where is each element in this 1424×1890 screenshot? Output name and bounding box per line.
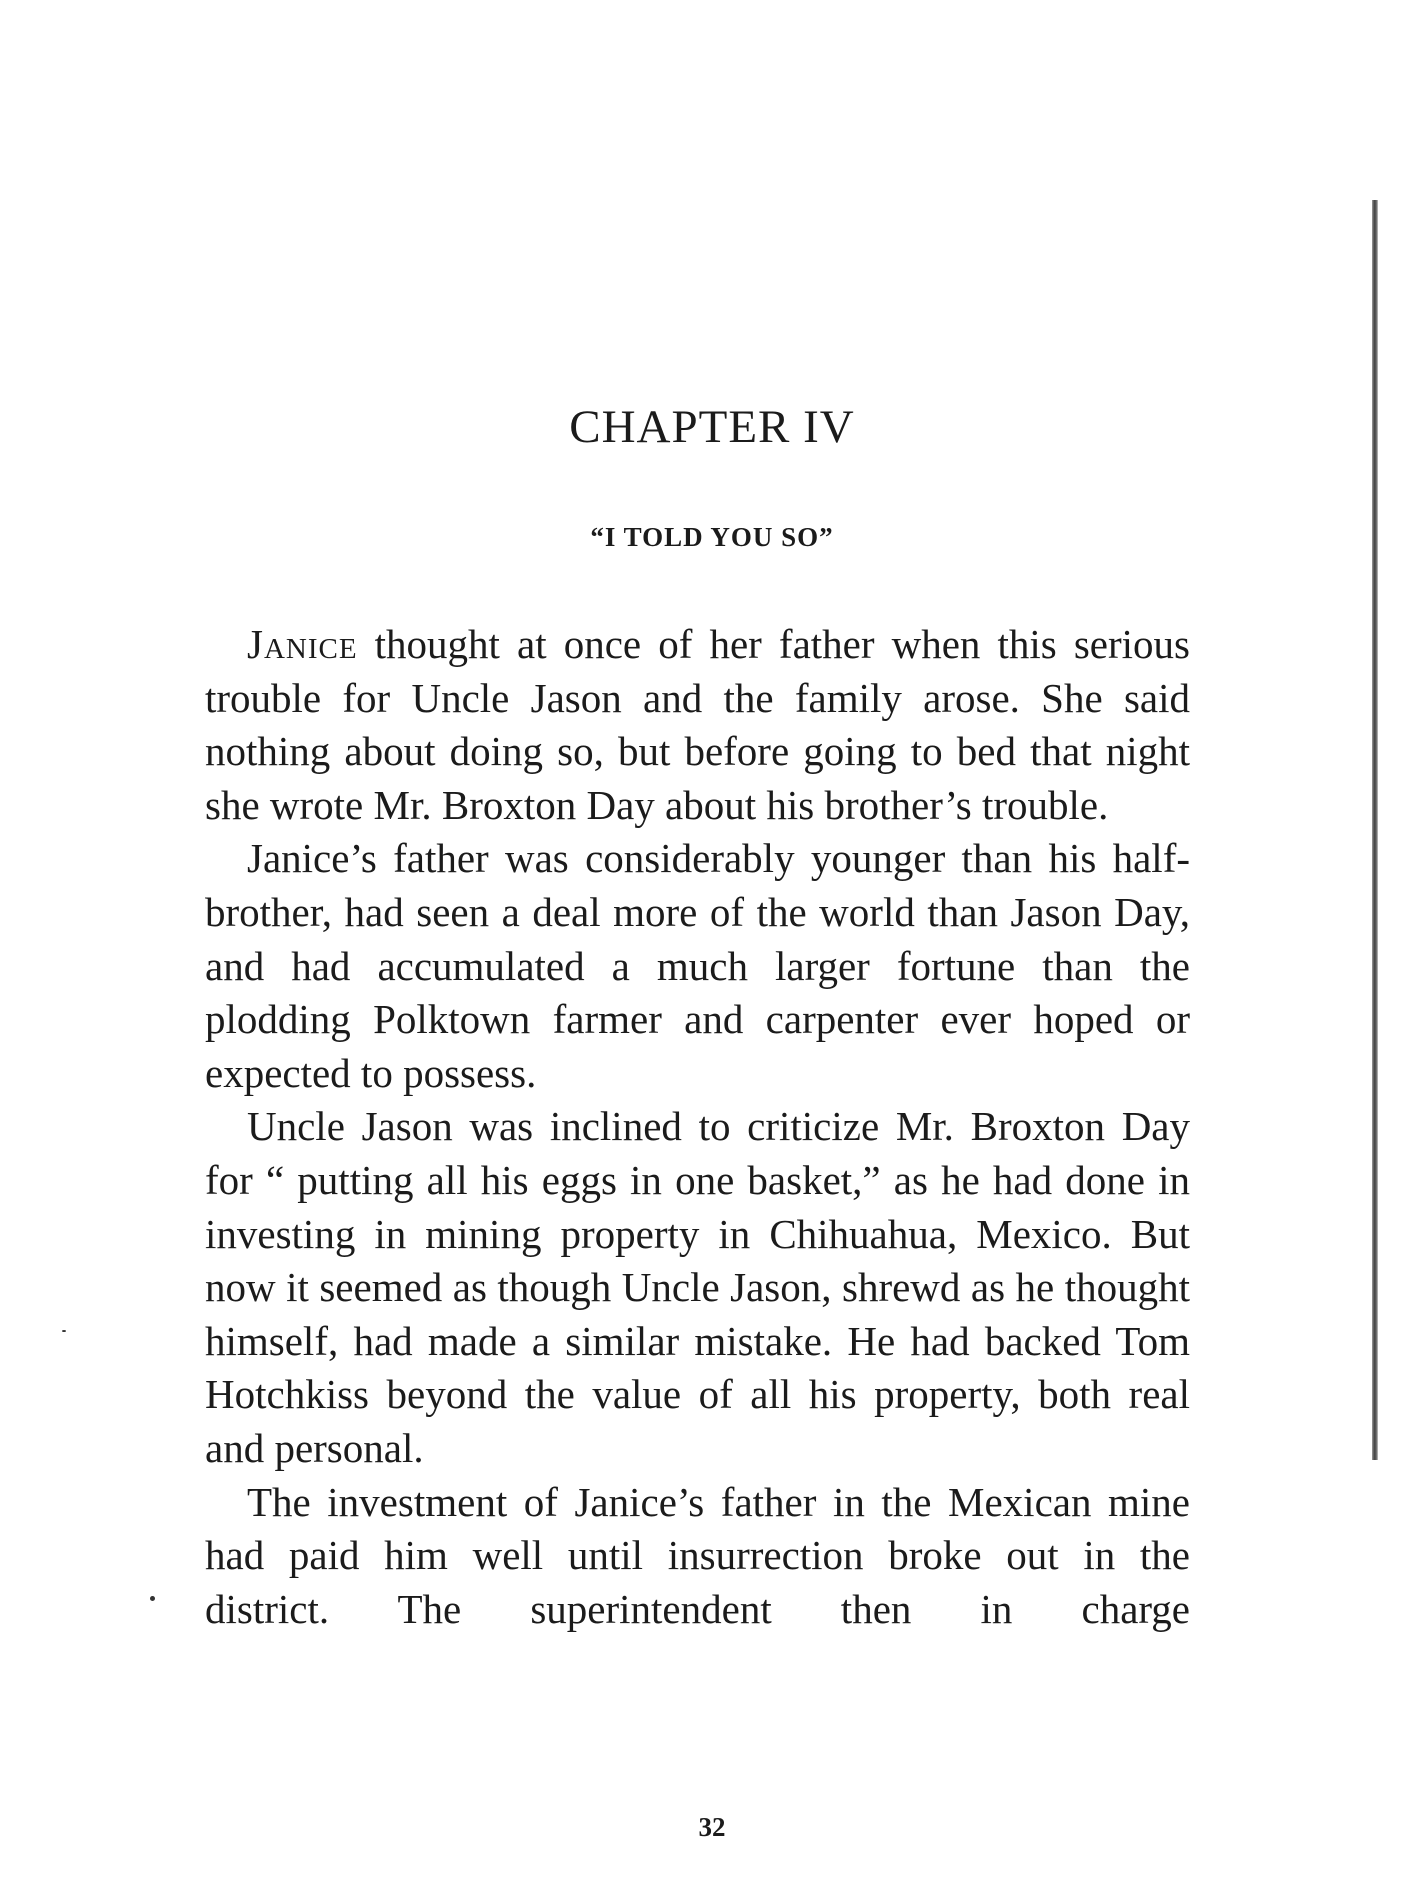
paragraph-text: Janice’s father was considerably younger than his half-brother, had seen a deal more of the world than Jason Day, and had accumulated a much larger fortune than the plodding Polktown farmer and carpenter ever hoped or expected to possess. <box>205 835 1190 1096</box>
page-number: 32 <box>698 1812 726 1842</box>
paragraph <box>205 1476 1190 1637</box>
paragraph-text: The investment of Janice’s father in the Mexican mine had paid him well until insurrection broke out in the district. The superintendent then in charge <box>205 1478 1190 1632</box>
chapter-title: CHAPTER IV <box>569 401 855 453</box>
paragraph <box>205 1100 1190 1475</box>
ink-speck <box>62 1330 66 1332</box>
chapter-subtitle: “I TOLD YOU SO” <box>590 522 834 552</box>
ink-speck <box>150 1596 155 1601</box>
paragraph-text: Uncle Jason was inclined to criticize Mr. Broxton Day for “ putting all his eggs in one basket,” as he had done in investing in mining property in Chihuahua, Mexico. But now it seemed as though Uncle Jason, shrewd as he thought himself, had made a similar mistake. He had backed Tom Hotchkiss beyond the value of all his property, both real and personal. <box>205 1103 1190 1471</box>
paragraph <box>205 832 1190 1100</box>
paragraph-lead-word: Janice <box>247 621 358 667</box>
page-binding-edge <box>1372 200 1378 1460</box>
paragraph <box>205 618 1190 832</box>
body-text <box>205 618 1190 1636</box>
paragraph-text: thought at once of her father when this serious trouble for Uncle Jason and the family arose. She said nothing about doing so, but before going to bed that night she wrote Mr. Broxton Day about his brother’s trouble. <box>205 621 1190 828</box>
